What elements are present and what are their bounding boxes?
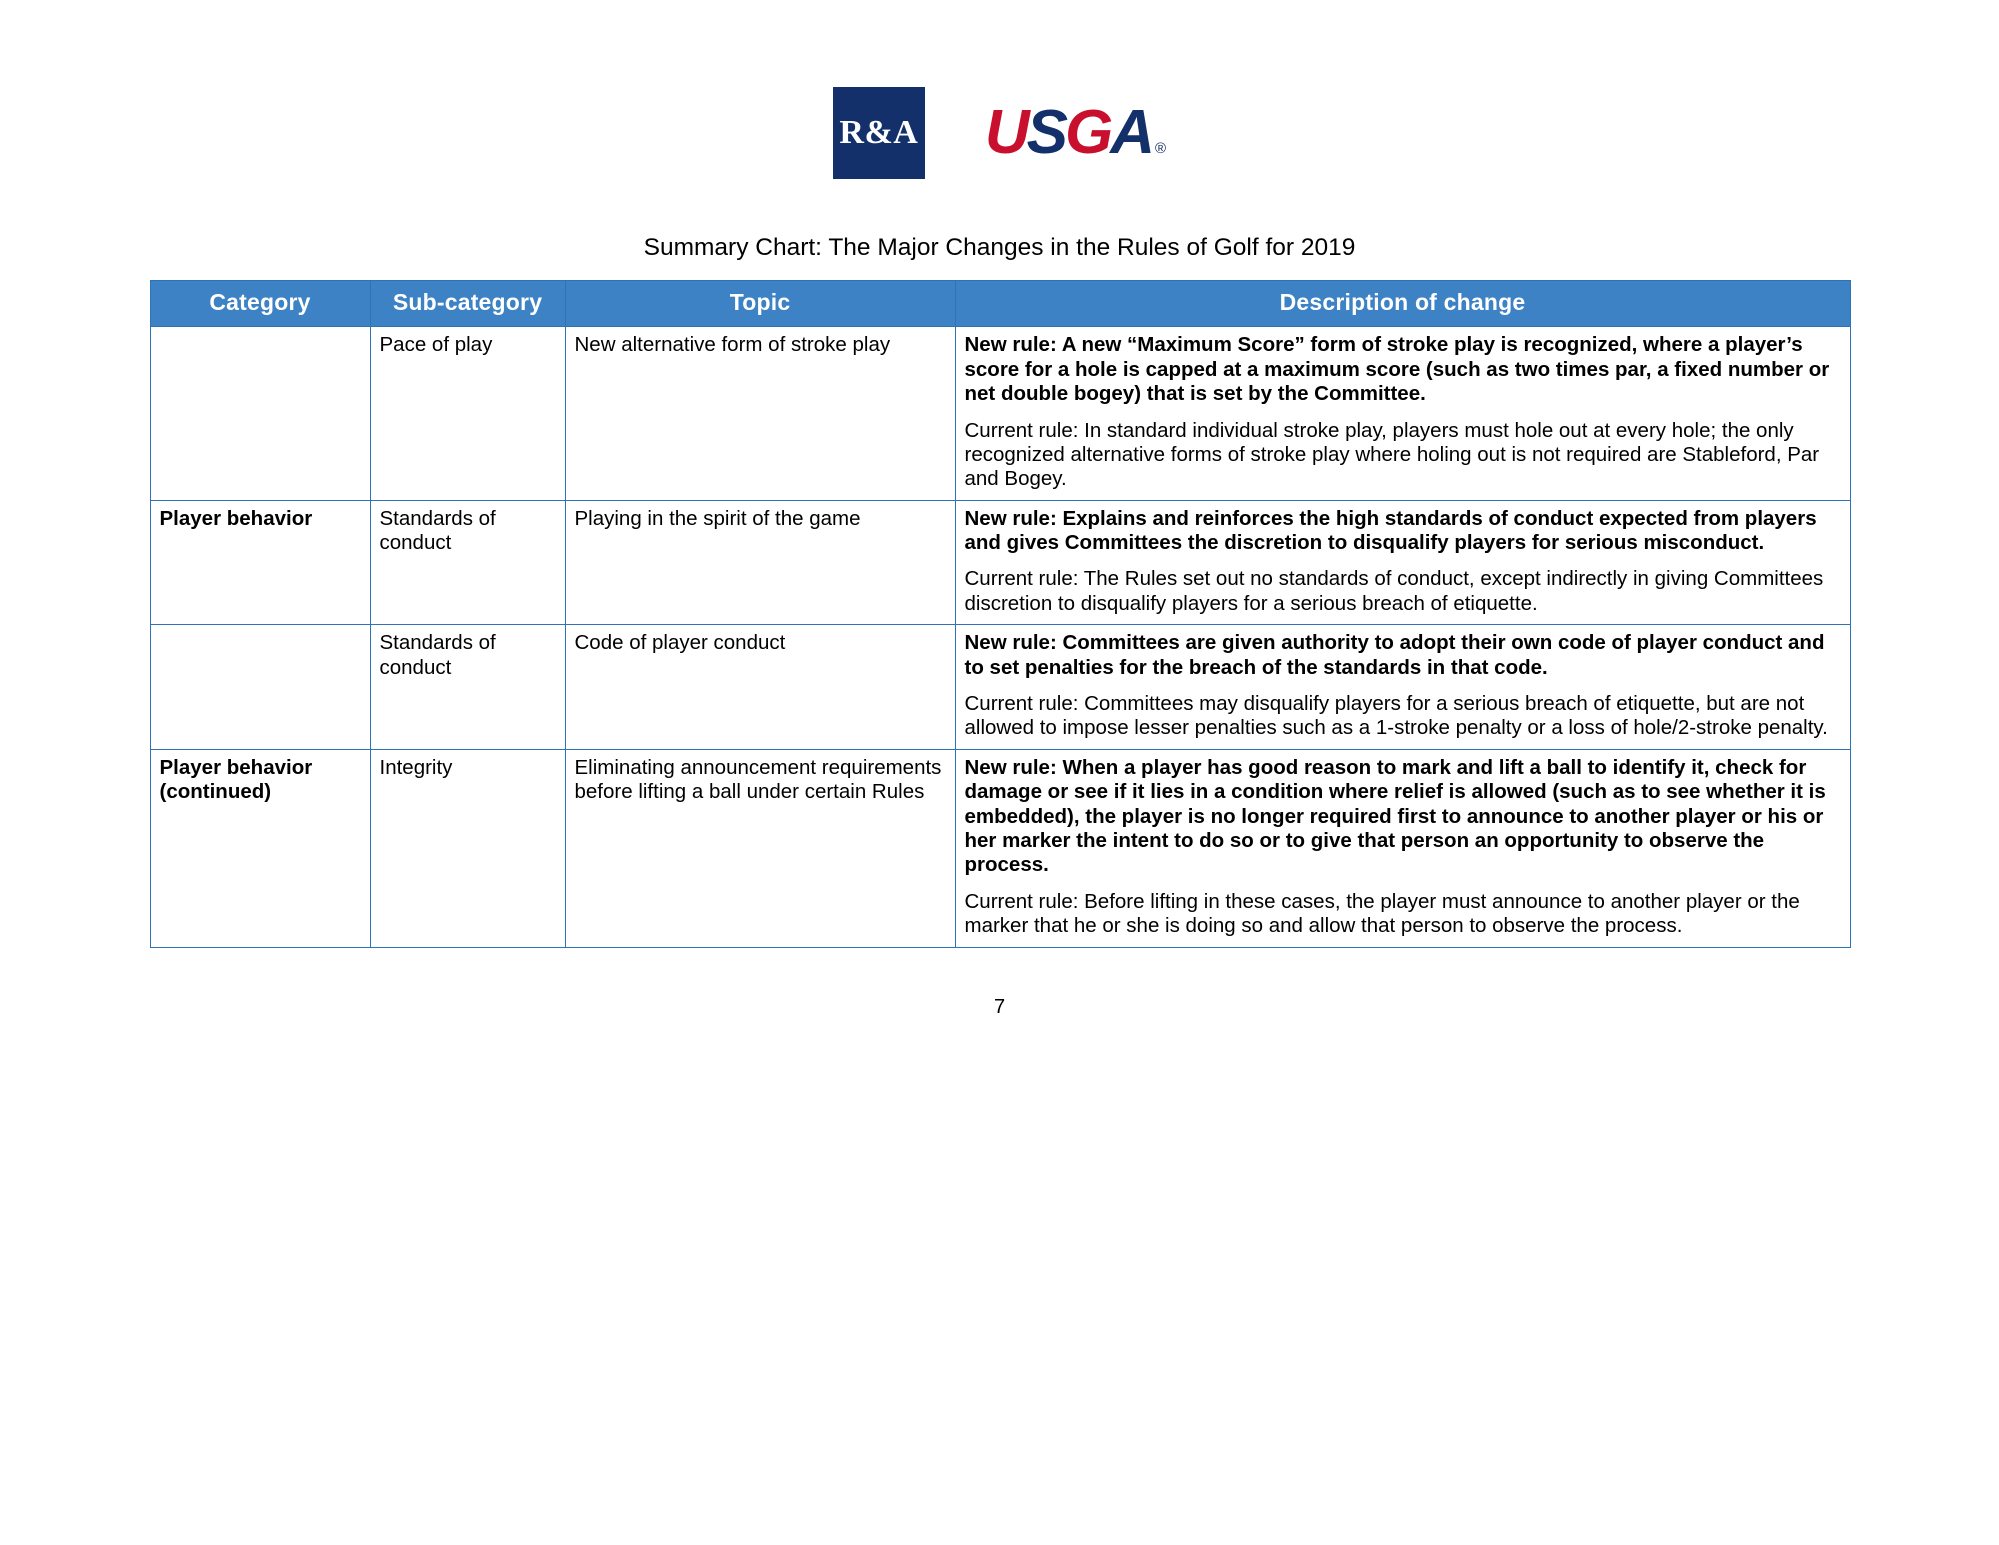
logo-row bbox=[0, 0, 1999, 188]
cell-category bbox=[150, 625, 370, 750]
column-header-description: Description of change bbox=[955, 281, 1850, 327]
table-row bbox=[150, 327, 1850, 500]
cell-topic: New alternative form of stroke play bbox=[565, 327, 955, 500]
cell-description bbox=[955, 749, 1850, 947]
new-rule-text: New rule: Explains and reinforces the high standards of conduct expected from players and gives Committees the discretion to disqualify players for serious misconduct. bbox=[964, 506, 1817, 555]
table-header bbox=[150, 281, 1850, 327]
cell-subcategory: Pace of play bbox=[370, 327, 565, 500]
cell-topic: Eliminating announcement requirements before lifting a ball under certain Rules bbox=[565, 749, 955, 947]
column-header-topic: Topic bbox=[565, 281, 955, 327]
cell-description bbox=[955, 500, 1850, 625]
table-header-row bbox=[150, 281, 1850, 327]
summary-table-wrapper bbox=[150, 280, 1850, 948]
table-row bbox=[150, 500, 1850, 625]
cell-description bbox=[955, 625, 1850, 750]
cell-topic: Code of player conduct bbox=[565, 625, 955, 750]
cell-subcategory: Standards of conduct bbox=[370, 500, 565, 625]
page-number: 7 bbox=[993, 995, 1006, 1018]
cell-subcategory: Integrity bbox=[370, 749, 565, 947]
table-body bbox=[150, 327, 1850, 947]
registered-trademark-icon: ® bbox=[1155, 140, 1167, 157]
current-rule-text: Current rule: Committees may disqualify players for a serious breach of etiquette, but are not allowed to impose lesser penalties such as a 1-stroke penalty or a loss of hole/2-stroke penalty. bbox=[964, 692, 1828, 740]
new-rule-text: New rule: A new “Maximum Score” form of stroke play is recognized, where a player’s score for a hole is capped at a maximum score (such as two times par, a fixed number or net double bogey) that is set by the Committee. bbox=[964, 333, 1830, 406]
summary-table bbox=[150, 280, 1851, 948]
current-rule-text: Current rule: The Rules set out no standards of conduct, except indirectly in giving Committees discretion to disqualify players for a serious breach of etiquette. bbox=[964, 567, 1824, 615]
cell-description bbox=[955, 327, 1850, 500]
usga-logo-letter-a: A bbox=[1110, 98, 1153, 167]
usga-logo-letter-u: U bbox=[984, 98, 1027, 167]
table-row bbox=[150, 749, 1850, 947]
usga-logo-letter-g: G bbox=[1065, 98, 1111, 167]
table-row bbox=[150, 625, 1850, 750]
new-rule-text: New rule: When a player has good reason to mark and lift a ball to identify it, check for damage or see if it lies in a condition where relief is allowed (such as to see whether it is embedded), the player is no longer required first to announce to another player or his or her marker the intent to do so or to give that person an opportunity to observe the process. bbox=[964, 755, 1826, 877]
cell-subcategory: Standards of conduct bbox=[370, 625, 565, 750]
usga-logo bbox=[984, 98, 1167, 167]
current-rule-text: Current rule: Before lifting in these cases, the player must announce to another player or the marker that he or she is doing so and allow that person to observe the process. bbox=[964, 889, 1800, 938]
new-rule-text: New rule: Committees are given authority to adopt their own code of player conduct and to set penalties for the breach of the standards in that code. bbox=[964, 631, 1825, 679]
current-rule-text: Current rule: In standard individual stroke play, players must hole out at every hole; the only recognized alternative forms of stroke play where holing out is not required are Stableford, Par and Bogey. bbox=[964, 418, 1820, 491]
randa-logo: R&A bbox=[833, 87, 925, 179]
cell-topic: Playing in the spirit of the game bbox=[565, 500, 955, 625]
cell-category: Player behavior bbox=[150, 500, 370, 625]
cell-category: Player behavior (continued) bbox=[150, 749, 370, 947]
column-header-category: Category bbox=[150, 281, 370, 327]
cell-category bbox=[150, 327, 370, 500]
column-header-subcategory: Sub-category bbox=[370, 281, 565, 327]
page-title: Summary Chart: The Major Changes in the Rules of Golf for 2019 bbox=[643, 234, 1356, 261]
usga-logo-letter-s: S bbox=[1026, 98, 1066, 167]
